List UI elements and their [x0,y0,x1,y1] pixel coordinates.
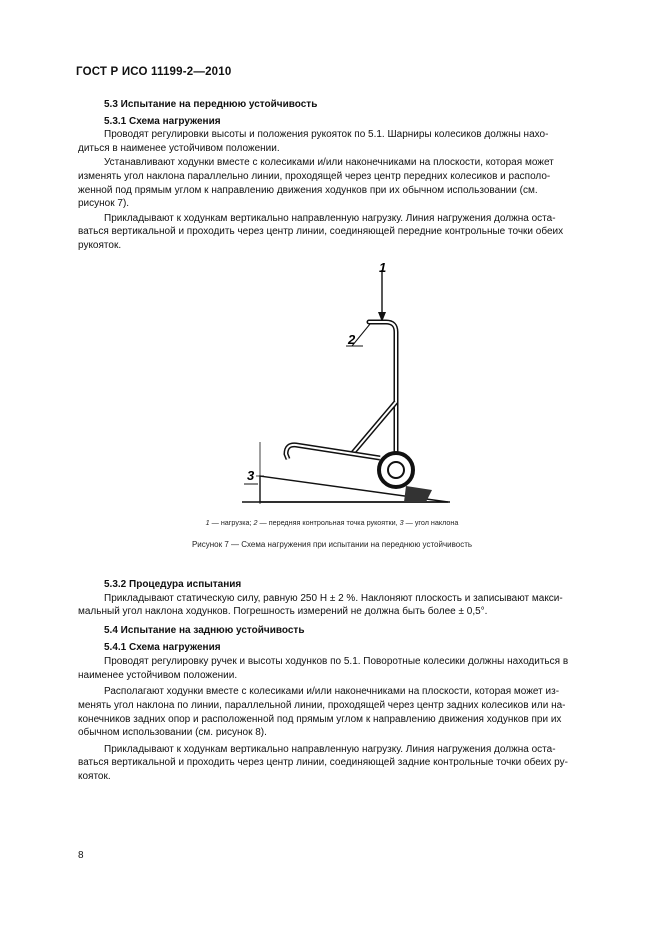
section-5-4-1-paragraph-2 [78,685,586,739]
handle-inner [369,322,396,458]
line: конечников задних опор и расположенной под прямым углом к направлению движения ходунков при их [78,713,562,725]
lower-frame [286,445,380,459]
section-5-3-1-paragraph-2 [78,156,586,210]
line: обычном использовании (см. рисунок 8). [78,727,267,739]
line: Прикладывают статическую силу, равную 250 Н ± 2 %. Наклоняют плоскость и записывают макси- [104,592,563,604]
walker-diagram [236,262,462,508]
section-5-3-1-paragraph-3 [78,212,586,253]
page-number: 8 [78,850,84,861]
section-5-4-1-heading: 5.4.1 Схема нагружения [104,641,221,653]
section-5-4-1-paragraph-1 [78,655,586,682]
line: Проводят регулировку ручек и высоты ходунков по 5.1. Поворотные колесики должны находиться в [104,656,569,668]
line: ваться вертикальной и проходить через центр линии, соединяющей задние контрольные точки обеих ру- [78,757,568,769]
label-2: 2 [348,332,356,347]
line: менять угол наклона по линии, параллельной линии, проходящей через центр задних колесиков или на- [78,699,566,711]
line: ваться вертикальной и проходить через центр линии, соединяющей передние контрольные точки обеих [78,226,564,238]
front-wheel-hub [388,462,404,478]
section-5-3-1-heading: 5.3.1 Схема нагружения [104,115,221,127]
section-5-3-2 [78,578,586,619]
line: изменять угол наклона параллельно линии, проходящей через центр передних колесиков и располо- [78,170,551,182]
line: Устанавливают ходунки вместе с колесиками и/или наконечниками на плоскости, которая может [104,157,554,169]
section-5-3-heading: 5.3 Испытание на переднюю устойчивость [104,99,318,110]
figure-7 [236,262,462,508]
line: диться в наименее устойчивом положении. [78,142,280,154]
line: Прикладывают к ходункам вертикально направленную нагрузку. Линия нагружения должна оста- [104,743,556,755]
legend-number-2: 2 [253,518,258,527]
line: кояток. [78,770,111,782]
section-5-3-2-heading: 5.3.2 Процедура испытания [104,579,242,590]
legend-text-3: — угол наклона [403,518,459,527]
line: рисунок 7). [78,198,130,210]
section-5-4 [78,624,586,784]
line: Прикладывают к ходункам вертикально направленную нагрузку. Линия нагружения должна оста- [104,212,556,224]
section-5-3 [78,98,586,253]
figure-7-caption: Рисунок 7 — Схема нагружения при испытании на переднюю устойчивость [191,540,473,549]
line: наименее устойчивом положении. [78,669,238,681]
line: рукояток. [78,239,122,251]
legend-number-3: 3 [399,518,404,527]
legend-text-1: — нагрузка; [209,518,254,527]
legend-number-1: 1 [205,518,210,527]
section-5-4-1-paragraph-3 [78,743,586,784]
line: Располагают ходунки вместе с колесиками и/или наконечниками на плоскости, которая может из- [104,686,560,698]
line: мальный угол наклона ходунков. Погрешность измерений не должна быть более ± 0,5°. [78,606,488,618]
line: женной под прямым углом к направлению движения ходунков при их обычном использовании (см. [78,184,538,196]
label-1: 1 [379,262,387,275]
section-5-3-2-paragraph [78,592,586,619]
diagonal-strut-inner [352,402,396,454]
section-5-3-1-paragraph-1 [78,128,586,155]
handle [369,322,396,458]
line: Проводят регулировки высоты и положения рукояток по 5.1. Шарниры колесиков должны нахо- [104,129,549,141]
section-5-4-heading: 5.4 Испытание на заднюю устойчивость [104,625,305,636]
legend-text-2: — передняя контрольная точка рукоятки, [257,518,400,527]
figure-7-legend [78,518,586,527]
label-3: 3 [247,468,255,483]
document-header: ГОСТ Р ИСО 11199-2—2010 [76,66,232,78]
